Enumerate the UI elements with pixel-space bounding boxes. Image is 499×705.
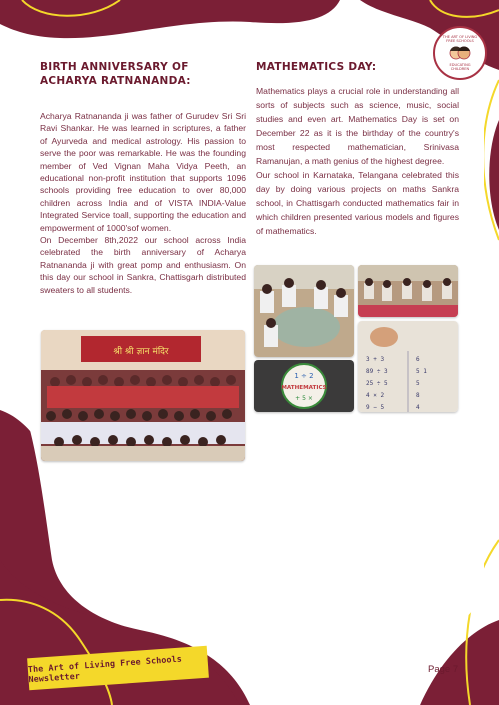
svg-text:8: 8 (416, 392, 420, 399)
svg-text:6: 6 (416, 356, 420, 363)
svg-text:4: 4 (416, 404, 420, 411)
svg-text:+ 5 ×: + 5 × (295, 395, 313, 402)
children-circle-image (254, 265, 354, 357)
right-paragraph-2: Our school in Karnataka, Telangana celebrated this day by doing various projects on maths Sankra school, in Chattisgarh conducted mathematics fair in which children presented various models and figures of mathematics. (256, 170, 459, 236)
svg-text:25 ÷ 5: 25 ÷ 5 (366, 380, 388, 387)
worksheet-image (358, 321, 458, 412)
right-heading: MATHEMATICS DAY: (256, 61, 377, 73)
sweater-distribution-photo (41, 330, 245, 461)
left-paragraph-2: On December 8th,2022 our school across India celebrated the birth anniversary of Acharya Ratnananda ji with great pomp and enthusiasm. On this day our school in Sankra, Chattisgarh distributed sweaters to all students. (40, 235, 246, 295)
page-number: Page 7 (428, 664, 459, 675)
math-activity-photo-4 (358, 321, 458, 412)
school-logo (433, 26, 487, 80)
svg-text:9 − 5: 9 − 5 (366, 404, 385, 411)
svg-text:4 × 2: 4 × 2 (366, 392, 385, 399)
logo-top-text: THE ART OF LIVING FREE SCHOOLS (442, 35, 478, 43)
school-sign-text: श्री श्री ज्ञान मंदिर (113, 347, 169, 357)
right-paragraph-1: Mathematics plays a crucial role in understanding all sorts of subjects such as science, music, social studies and even art. Mathematics Day is set on December 22 as it is the birthday of the country's most respected mathematician, Srinivasa Ramanujan, a math genius of the highest degree. (256, 86, 459, 166)
math-activity-photo-2 (358, 265, 458, 317)
right-column (256, 60, 459, 238)
group-photo-image (41, 330, 245, 461)
svg-text:5: 5 (416, 380, 420, 387)
newsletter-banner-text: The Art of Living Free Schools Newsletter (27, 653, 183, 685)
left-column (40, 60, 246, 296)
math-activity-photo-1 (254, 265, 354, 357)
mathematics-poster-image (254, 360, 354, 412)
poster-text: MATHEMATICS (281, 385, 327, 391)
math-activity-photo-3 (254, 360, 354, 412)
svg-text:3 + 3: 3 + 3 (366, 356, 385, 363)
children-faces-icon (448, 43, 472, 63)
svg-text:5 1: 5 1 (416, 368, 427, 375)
svg-text:89 ÷ 3: 89 ÷ 3 (366, 368, 388, 375)
svg-text:1 ÷ 2: 1 ÷ 2 (294, 372, 314, 380)
classroom-floor-image (358, 265, 458, 317)
left-paragraph-1: Acharya Ratnananda ji was father of Gurudev Sri Sri Ravi Shankar. He was learned in scriptures, a father of Ayurveda and medical astrology. His passion to serve the poor was remarkable. He was the founding member of Ved Vignan Maha Vidya Peeth, an educational non-profit institution that supports 1096 schools providing free education to over 80,000 children across India and of VISTA INDIA-Value Integrated Service toall, supporting the education and empowerment of 1000'sof women. (40, 111, 246, 233)
left-heading: BIRTH ANNIVERSARY OF ACHARYA RATNANANDA: (40, 61, 191, 87)
logo-bottom-text: EDUCATING CHILDREN (449, 63, 471, 71)
